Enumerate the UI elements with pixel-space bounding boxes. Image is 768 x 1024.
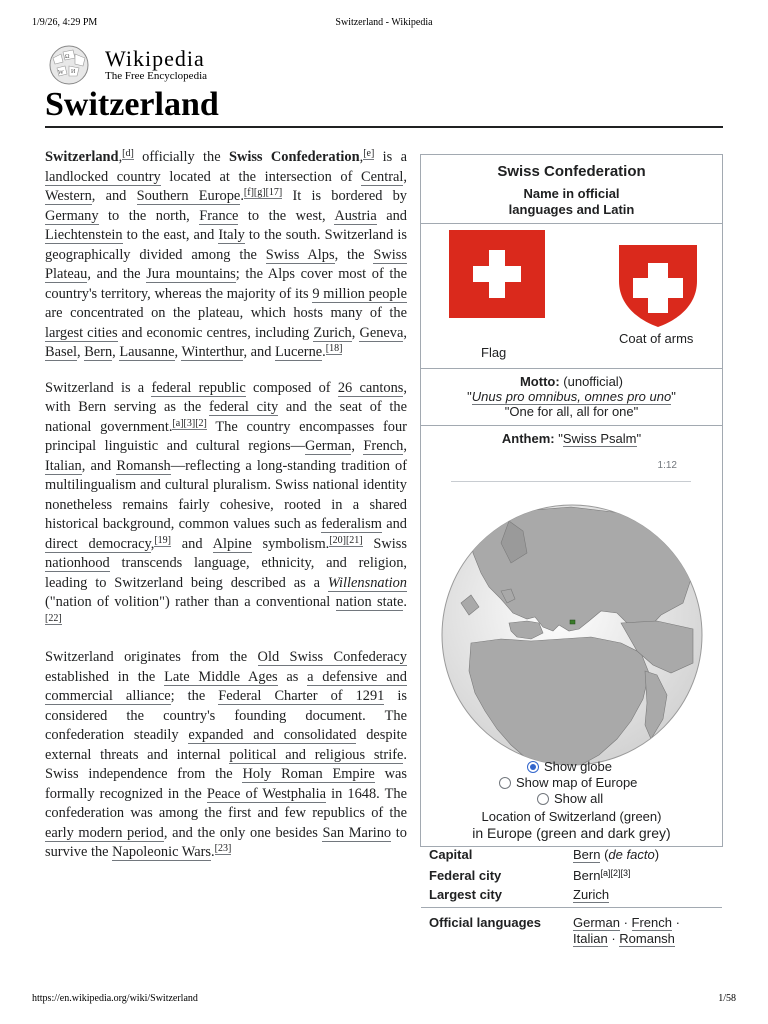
capital-link[interactable]: Bern xyxy=(573,847,601,862)
map-caption-line1: Location of Switzerland (green) xyxy=(481,809,662,824)
row-value xyxy=(573,887,609,903)
radio-unselected-icon[interactable] xyxy=(537,793,549,805)
row-key: Largest city xyxy=(429,887,502,902)
coat-of-arms-image[interactable] xyxy=(617,243,699,329)
language-link[interactable]: French xyxy=(631,915,672,930)
language-link[interactable]: German xyxy=(573,915,620,930)
map-option-label: Show globe xyxy=(544,759,612,774)
row-key: Capital xyxy=(429,847,473,862)
print-page-number: 1/58 xyxy=(718,993,736,1004)
motto-english: "One for all, all for one" xyxy=(504,404,639,419)
map-option-label: Show map of Europe xyxy=(516,775,638,790)
federal-city-refs[interactable]: [a][2][3] xyxy=(600,868,631,878)
svg-text:И: И xyxy=(71,69,76,75)
switzerland-highlight xyxy=(570,620,575,624)
motto-latin: Unus pro omnibus, omnes pro uno xyxy=(471,389,672,404)
capital-note: de facto xyxy=(608,847,655,862)
wikipedia-logo[interactable] xyxy=(45,44,245,86)
infobox-title: Swiss Confederation xyxy=(497,163,646,180)
motto-note: (unofficial) xyxy=(559,374,624,389)
wikipedia-wordmark: Wikipedia xyxy=(105,46,205,71)
infobox-divider xyxy=(421,425,722,426)
infobox-subtitle-line1[interactable]: Name in official xyxy=(523,186,620,201)
federal-city-value: Bern xyxy=(573,868,601,883)
language-link[interactable]: Italian xyxy=(573,931,608,946)
wikipedia-tagline: The Free Encyclopedia xyxy=(105,70,208,82)
svg-text:Ω: Ω xyxy=(65,54,70,60)
print-page-title: Switzerland - Wikipedia xyxy=(335,17,433,28)
print-datetime: 1/9/26, 4:29 PM xyxy=(32,17,98,28)
infobox-divider xyxy=(421,223,722,224)
row-value xyxy=(573,868,631,884)
print-footer xyxy=(32,993,736,1007)
anthem-link[interactable]: Swiss Psalm xyxy=(562,431,637,446)
map-option-label: Show all xyxy=(554,791,604,806)
paragraph-intro: Switzerland,[d] officially the Swiss Confederation,[e] is a landlocked country located at the intersection of Central, Western, and Southern Europe.[f][g][17] It is bordered by Germany to the north, France to the west, Austria and Liechtenstein to the east, and Italy to the south. Switzerland is geographically divided among the Swiss Alps, the Swiss Plateau, and the Jura mountains; the Alps cover most of the country's territory, whereas the majority of its 9 million people are concentrated on the plateau, which hosts many of the largest cities and economic centres, including Zurich, Geneva, Basel, Bern, Lausanne, Winterthur, and Lucerne.[18] xyxy=(45,148,408,360)
audio-duration: 1:12 xyxy=(657,460,677,471)
row-key: Federal city xyxy=(429,868,502,883)
radio-unselected-icon[interactable] xyxy=(499,777,511,789)
infobox-divider xyxy=(421,368,722,369)
map-caption-line2: in Europe (green and dark grey) xyxy=(472,825,671,841)
infobox-divider xyxy=(421,907,722,908)
coat-of-arms-label[interactable]: Coat of arms xyxy=(619,331,694,346)
anthem-audio-player[interactable] xyxy=(451,456,691,482)
location-globe-map[interactable] xyxy=(431,503,713,767)
motto: Motto: (unofficial) "Unus pro omnibus, omnes pro uno" "One for all, all for one" xyxy=(421,374,722,419)
svg-text:W: W xyxy=(58,70,64,76)
anthem: Anthem: "Swiss Psalm" xyxy=(501,431,642,446)
page-title: Switzerland xyxy=(45,86,219,123)
title-divider xyxy=(45,126,723,128)
motto-label: Motto: xyxy=(519,374,560,389)
row-value: Bern (de facto) xyxy=(573,847,660,862)
paragraph-history: Switzerland originates from the Old Swiss Confederacy established in the Late Middle Ages as a defensive and commercial alliance; the Federal Charter of 1291 is considered the country's founding document. The confederation steadily expanded and consolidated despite external threats and internal political and religious strife. Swiss independence from the Holy Roman Empire was formally recognized in the Peace of Westphalia in 1648. The confederation was among the first and few republics of the early modern period, and the only one besides San Marino to survive the Napoleonic Wars.[23] xyxy=(45,649,407,860)
radio-selected-icon[interactable] xyxy=(527,761,539,773)
flag-cross-vertical xyxy=(489,250,505,298)
infobox xyxy=(420,154,723,946)
largest-city-link[interactable]: Zurich xyxy=(573,887,610,902)
row-key: Official languages xyxy=(429,915,541,930)
row-value: German · French · Italian · Romansh xyxy=(573,915,680,946)
flag-image[interactable] xyxy=(449,230,545,318)
infobox-subtitle xyxy=(421,186,722,218)
motto-latin-link[interactable] xyxy=(472,389,671,405)
paragraph-government: Switzerland is a federal republic composed of 26 cantons, with Bern serving as the federal city and the seat of the national government.[a][3][2] The country encompasses four principal linguistic and cultural regions—German, French, Italian, and Romansh—reflecting a long-standing tradition of multilingualism and cultural pluralism. Swiss national identity nonetheless remains fairly cohesive, rooted in a shared historical background, common values such as federalism and direct democracy,[19] and Alpine symbolism.[20][21] Swiss nationhood transcends language, ethnicity, and religion, leading to Switzerland being described as a Willensnation ("nation of volition") rather than a conventional nation state.[22] xyxy=(45,379,408,624)
print-url: https://en.wikipedia.org/wiki/Switzerland xyxy=(32,993,198,1004)
wikipedia-globe-icon xyxy=(45,44,95,86)
print-header xyxy=(32,17,736,31)
flag-label[interactable]: Flag xyxy=(481,345,507,360)
anthem-label: Anthem: xyxy=(501,431,555,446)
infobox-subtitle-line2[interactable]: languages and Latin xyxy=(508,202,635,217)
article-body xyxy=(45,148,407,879)
language-link[interactable]: Romansh xyxy=(619,931,675,946)
